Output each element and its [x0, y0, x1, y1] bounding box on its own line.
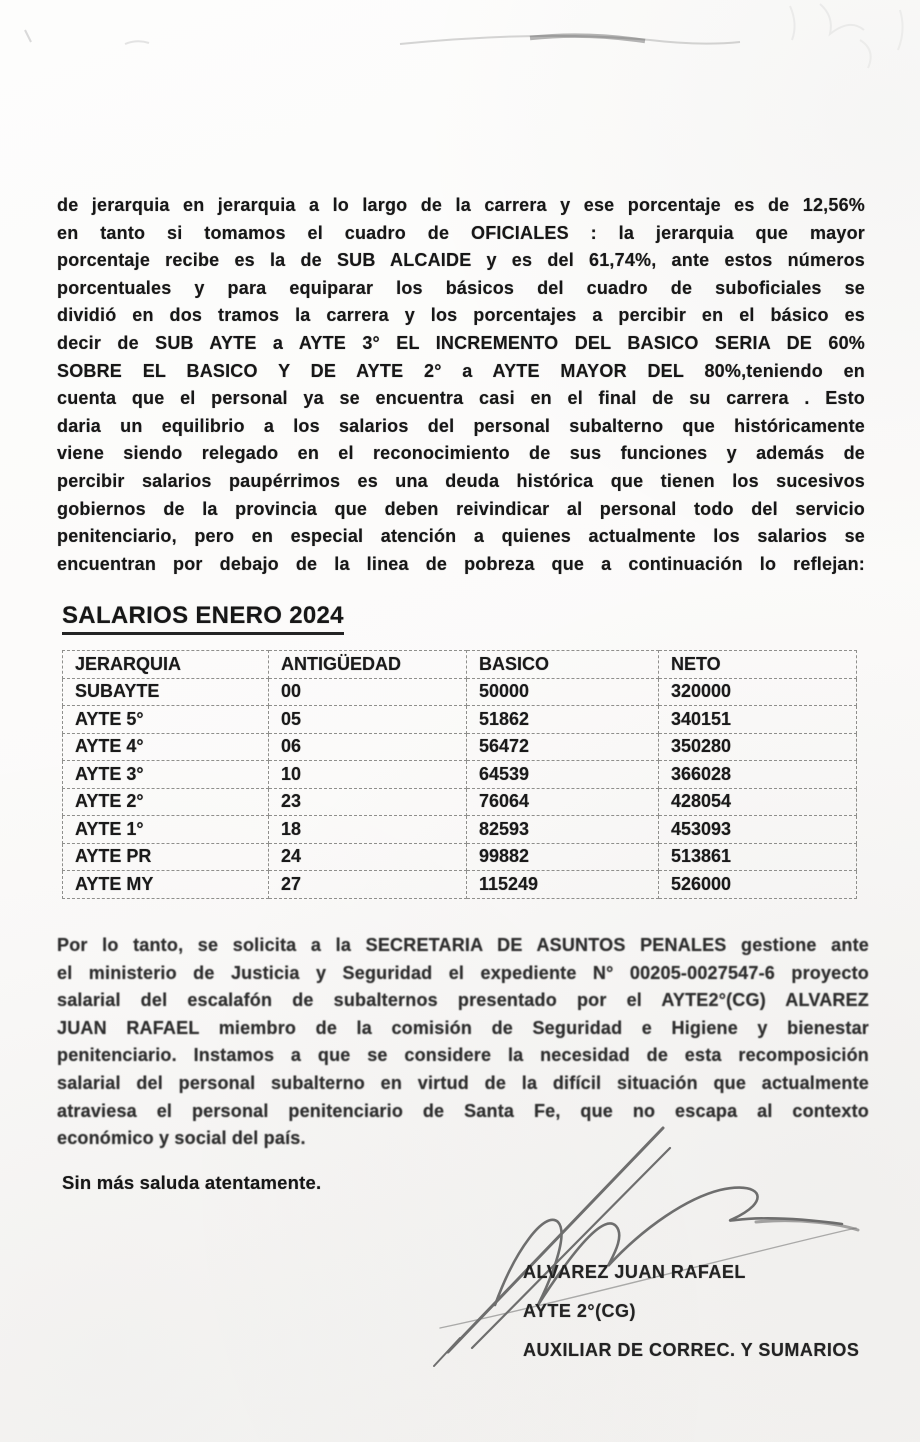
- closing-paragraph: [57, 932, 869, 1153]
- table-cell: 05: [269, 706, 467, 734]
- table-cell: 453093: [659, 816, 857, 844]
- paragraph-line: atraviesa el personal penitenciario de Santa Fe, que no escapa al contexto: [57, 1100, 869, 1121]
- column-header: ANTIGÜEDAD: [269, 651, 467, 679]
- scan-artifacts: [0, 0, 920, 130]
- table-cell: 115249: [467, 871, 659, 899]
- table-row: [63, 843, 857, 871]
- salary-table: [62, 650, 857, 899]
- table-row: [63, 706, 857, 734]
- paragraph-line: SOBRE EL BASICO Y DE AYTE 2° a AYTE MAYOR DEL 80%,teniendo en: [57, 360, 865, 381]
- table-cell: AYTE 1°: [63, 816, 269, 844]
- table-cell: 50000: [467, 678, 659, 706]
- paragraph-line: penitenciario. Instamos a que se considere la necesidad de esta recomposición: [57, 1045, 869, 1066]
- table-cell: 24: [269, 843, 467, 871]
- paragraph-line: JUAN RAFAEL miembro de la comisión de Seguridad e Higiene y bienestar: [57, 1017, 869, 1038]
- table-cell: 82593: [467, 816, 659, 844]
- table-cell: 23: [269, 788, 467, 816]
- paragraph-line: de jerarquia en jerarquia a lo largo de la carrera y ese porcentaje es de 12,56%: [57, 195, 865, 215]
- signer-name: ALVAREZ JUAN RAFAEL: [523, 1262, 746, 1282]
- paragraph-line: salarial del escalafón de subalternos presentado por el AYTE2°(CG) ALVAREZ: [57, 990, 869, 1011]
- table-cell: 340151: [659, 706, 857, 734]
- table-cell: AYTE 5°: [63, 706, 269, 734]
- table-cell: AYTE 4°: [63, 733, 269, 761]
- paragraph-line: cuenta que el personal ya se encuentra casi en el final de su carrera . Esto: [57, 388, 865, 409]
- table-cell: AYTE MY: [63, 871, 269, 899]
- column-header: NETO: [659, 651, 857, 679]
- table-cell: 00: [269, 678, 467, 706]
- table-row: [63, 816, 857, 844]
- paragraph-line: económico y social del país.: [57, 1128, 306, 1149]
- table-cell: 06: [269, 733, 467, 761]
- table-cell: 428054: [659, 788, 857, 816]
- paragraph-line: en tanto si tomamos el cuadro de OFICIALES : la jerarquia que mayor: [57, 222, 865, 243]
- table-cell: SUBAYTE: [63, 678, 269, 706]
- table-cell: AYTE 2°: [63, 788, 269, 816]
- paragraph-line: porcentuales y para equiparar los básicos del cuadro de suboficiales se: [57, 277, 865, 298]
- table-row: [63, 871, 857, 899]
- farewell-text: Sin más saluda atentamente.: [62, 1172, 322, 1193]
- table-cell: AYTE 3°: [63, 761, 269, 789]
- column-header: JERARQUIA: [63, 651, 269, 679]
- paragraph-line: percibir salarios paupérrimos es una deuda histórica que tienen los sucesivos: [57, 470, 865, 491]
- table-cell: 64539: [467, 761, 659, 789]
- table-row: [63, 761, 857, 789]
- table-cell: 350280: [659, 733, 857, 761]
- table-header-row: [63, 651, 857, 679]
- paragraph-line: dividió en dos tramos la carrera y los porcentajes a percibir en el básico es: [57, 305, 865, 326]
- table-cell: 526000: [659, 871, 857, 899]
- section-title: SALARIOS ENERO 2024: [62, 602, 344, 635]
- paragraph-line: Por lo tanto, se solicita a la SECRETARIA DE ASUNTOS PENALES gestione ante: [57, 935, 869, 955]
- paragraph-line: el ministerio de Justicia y Seguridad el expediente N° 00205-0027547-6 proyecto: [57, 962, 869, 983]
- table-row: [63, 678, 857, 706]
- table-cell: 18: [269, 816, 467, 844]
- table-cell: 76064: [467, 788, 659, 816]
- salary-table-body: [63, 678, 857, 898]
- table-cell: AYTE PR: [63, 843, 269, 871]
- table-row: [63, 733, 857, 761]
- signer-rank: AYTE 2°(CG): [523, 1301, 637, 1321]
- table-row: [63, 788, 857, 816]
- paragraph-line: penitenciario, pero en especial atención a quienes actualmente los salarios se: [57, 526, 865, 547]
- table-cell: 320000: [659, 678, 857, 706]
- table-cell: 513861: [659, 843, 857, 871]
- paragraph-line: porcentaje recibe es la de SUB ALCAIDE y es del 61,74%, ante estos números: [57, 250, 865, 271]
- table-cell: 51862: [467, 706, 659, 734]
- paragraph-line: viene siendo relegado en el reconocimiento de sus funciones y además de: [57, 443, 865, 464]
- paragraph-line: gobiernos de la provincia que deben reivindicar al personal todo del servicio: [57, 498, 865, 519]
- paragraph-line: salarial del personal subalterno en virtud de la difícil situación que actualmente: [57, 1072, 869, 1093]
- paragraph-line: decir de SUB AYTE a AYTE 3° EL INCREMENTO DEL BASICO SERIA DE 60%: [57, 332, 865, 353]
- column-header: BASICO: [467, 651, 659, 679]
- paragraph-line: daria un equilibrio a los salarios del personal subalterno que históricamente: [57, 415, 865, 436]
- table-cell: 99882: [467, 843, 659, 871]
- table-cell: 56472: [467, 733, 659, 761]
- table-cell: 10: [269, 761, 467, 789]
- table-cell: 366028: [659, 761, 857, 789]
- table-cell: 27: [269, 871, 467, 899]
- signer-role: AUXILIAR DE CORREC. Y SUMARIOS: [523, 1340, 860, 1360]
- intro-paragraph: [57, 192, 865, 578]
- paragraph-line: encuentran por debajo de la linea de pobreza que a continuación lo reflejan:: [57, 553, 865, 574]
